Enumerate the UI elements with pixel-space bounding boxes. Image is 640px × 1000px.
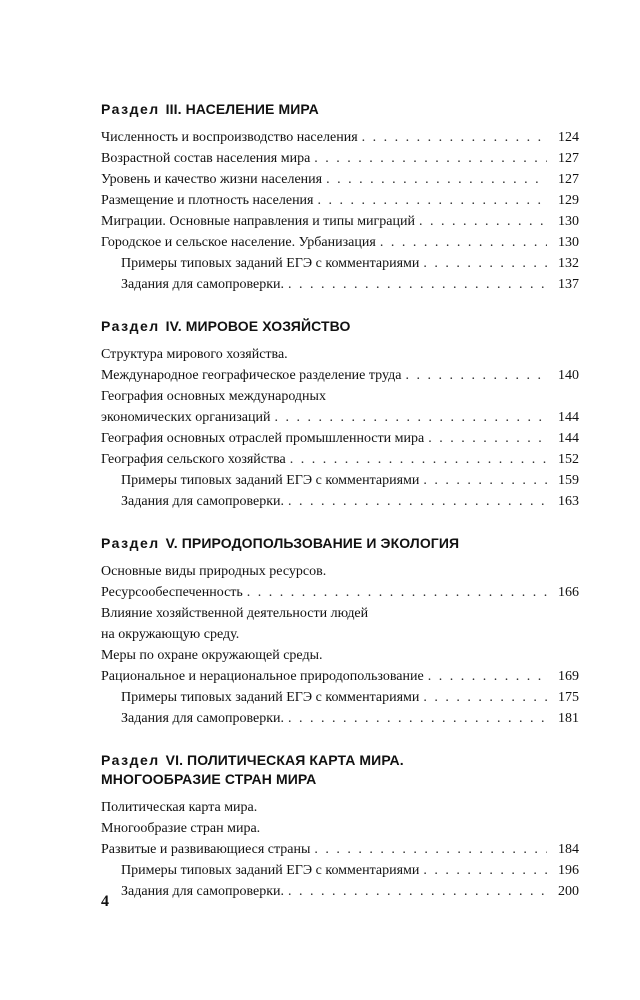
leader-dots [419,211,547,232]
entry-title: Развитые и развивающиеся страны [101,842,311,857]
entry-title: Задания для самопроверки. [121,884,285,899]
section-heading: Раздел III. НАСЕЛЕНИЕ МИРА [101,101,319,117]
entry-title: Размещение и плотность населения [101,193,314,208]
leader-dots [428,666,547,687]
entry-title: Примеры типовых заданий ЕГЭ с комментариями [121,473,420,488]
entry-page: 169 [558,669,579,684]
entry-title: Задания для самопроверки. [121,277,285,292]
leader-dots [288,881,547,902]
entry-title: Примеры типовых заданий ЕГЭ с комментариями [121,863,420,878]
section-heading: Раздел VI. ПОЛИТИЧЕСКАЯ КАРТА МИРА. МНОГООБРАЗИЕ СТРАН МИРА [101,752,404,787]
entry-page: 181 [558,711,579,726]
toc-entry[interactable] [101,148,579,169]
leader-dots [405,365,547,386]
entry-page: 130 [558,235,579,250]
entry-title-line: Основные виды природных ресурсов. [101,564,327,579]
toc-entry[interactable] [101,211,579,232]
leader-dots [423,687,547,708]
leader-dots [290,449,547,470]
entry-title: Примеры типовых заданий ЕГЭ с комментариями [121,690,420,705]
entry-title: Уровень и качество жизни населения [101,172,323,187]
leader-dots [314,148,547,169]
entry-title: Городское и сельское население. Урбанизация [101,235,376,250]
entry-title: Возрастной состав населения мира [101,151,311,166]
toc-entry[interactable] [101,582,579,603]
toc-entry[interactable] [101,491,579,512]
toc-entry[interactable] [101,666,579,687]
leader-dots [288,708,547,729]
entry-title: География основных отраслей промышленности мира [101,431,425,446]
entry-page: 132 [558,256,579,271]
toc-entry[interactable] [101,169,579,190]
leader-dots [288,274,547,295]
toc-entry[interactable] [101,470,579,491]
entry-page: 124 [558,130,579,145]
toc-entry[interactable] [101,839,579,860]
leader-dots [423,470,547,491]
entry-title: Рациональное и нерациональное природопользование [101,669,424,684]
toc-entry[interactable] [101,881,579,902]
entry-page: 196 [558,863,579,878]
entry-page: 159 [558,473,579,488]
leader-dots [314,839,547,860]
entry-title-line: Структура мирового хозяйства. [101,347,288,362]
entry-title: Ресурсообеспеченность [101,585,243,600]
entry-title: Международное географическое разделение труда [101,368,402,383]
toc-entry[interactable] [101,253,579,274]
toc-entry[interactable] [101,860,579,881]
entry-page: 184 [558,842,579,857]
toc-entry[interactable] [101,365,579,386]
toc-entry[interactable] [101,127,579,148]
leader-dots [423,253,547,274]
entry-title: Задания для самопроверки. [121,711,285,726]
entry-title-line: Политическая карта мира. [101,800,258,815]
toc-entry[interactable] [101,428,579,449]
entry-page: 127 [558,172,579,187]
entry-page: 140 [558,368,579,383]
section-iv [101,317,579,512]
leader-dots [274,407,547,428]
entry-title-line: на окружающую среду. [101,627,240,642]
toc-entry[interactable] [101,190,579,211]
toc-entry[interactable] [101,232,579,253]
table-of-contents [101,100,579,924]
section-heading: Раздел V. ПРИРОДОПОЛЬЗОВАНИЕ И ЭКОЛОГИЯ [101,535,460,551]
entry-page: 137 [558,277,579,292]
leader-dots [380,232,547,253]
entry-page: 200 [558,884,579,899]
leader-dots [247,582,547,603]
leader-dots [318,190,548,211]
page-number: 4 [101,893,109,910]
leader-dots [362,127,547,148]
entry-page: 175 [558,690,579,705]
toc-entry[interactable] [101,449,579,470]
leader-dots [423,860,547,881]
toc-entry[interactable] [101,407,579,428]
entry-page: 163 [558,494,579,509]
entry-page: 129 [558,193,579,208]
entry-title: экономических организаций [101,410,271,425]
entry-page: 144 [558,431,579,446]
entry-title: Миграции. Основные направления и типы миграций [101,214,415,229]
section-heading-line2: МНОГООБРАЗИЕ СТРАН МИРА [101,771,317,787]
leader-dots [326,169,547,190]
entry-title: Численность и воспроизводство населения [101,130,358,145]
toc-entry[interactable] [101,708,579,729]
section-v [101,534,579,729]
entry-page: 166 [558,585,579,600]
leader-dots [428,428,547,449]
leader-dots [288,491,547,512]
entry-title-line: Многообразие стран мира. [101,821,261,836]
entry-title: Задания для самопроверки. [121,494,285,509]
entry-title-line: Меры по охране окружающей среды. [101,648,323,663]
entry-title: Примеры типовых заданий ЕГЭ с комментариями [121,256,420,271]
entry-page: 152 [558,452,579,467]
toc-entry[interactable] [101,274,579,295]
entry-title-line: Влияние хозяйственной деятельности людей [101,606,369,621]
section-heading: Раздел IV. МИРОВОЕ ХОЗЯЙСТВО [101,318,351,334]
entry-page: 144 [558,410,579,425]
entry-page: 127 [558,151,579,166]
section-iii [101,100,579,295]
toc-entry[interactable] [101,687,579,708]
entry-page: 130 [558,214,579,229]
entry-title-line: География основных международных [101,389,326,404]
section-vi [101,751,579,902]
entry-title: География сельского хозяйства [101,452,286,467]
